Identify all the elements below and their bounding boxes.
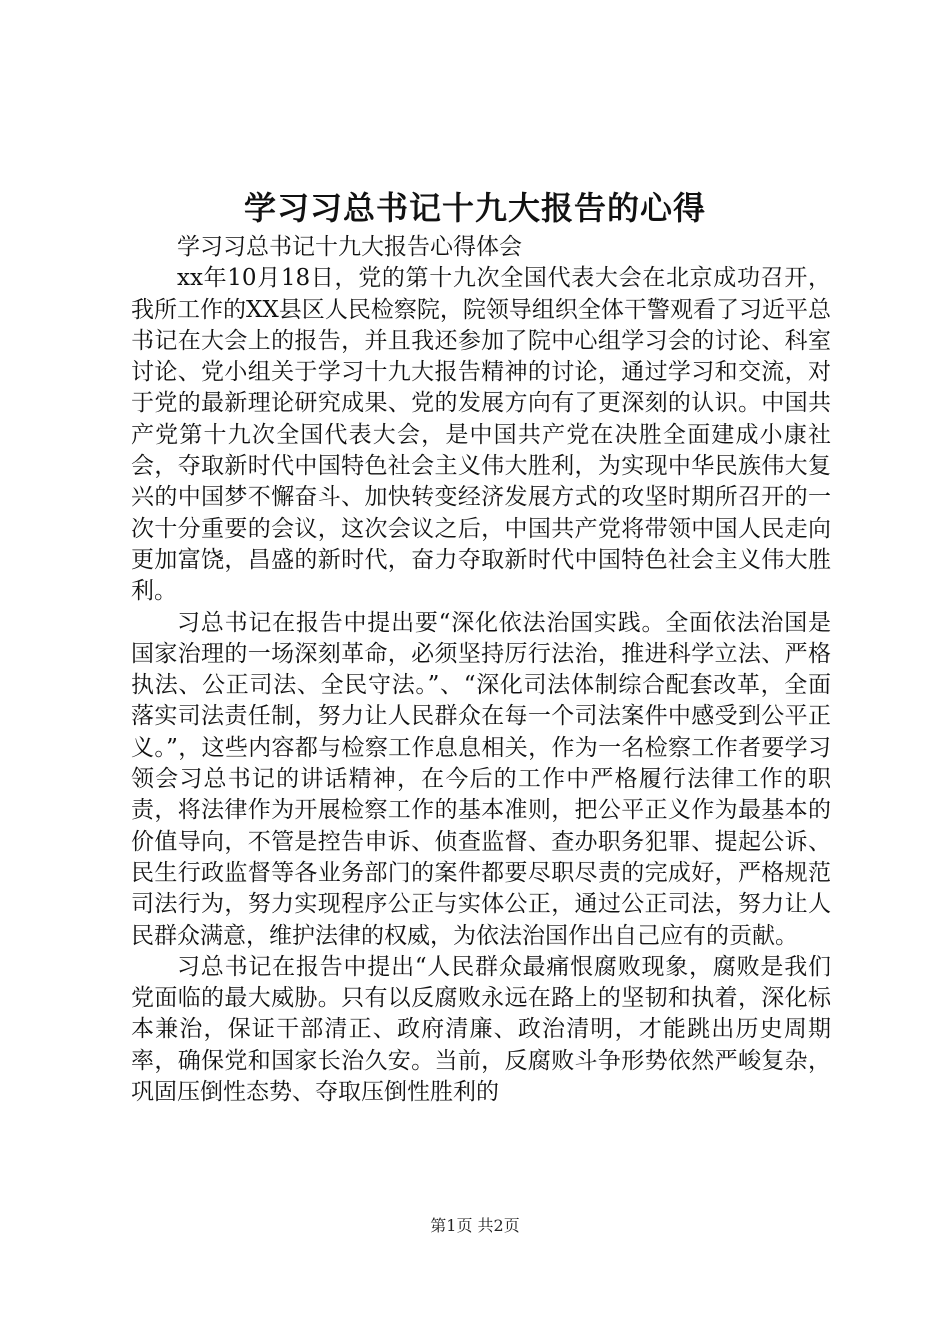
body-paragraph: 习总书记在报告中提出“人民群众最痛恨腐败现象，腐败是我们党面临的最大威胁。只有以反腐败永远在路上的坚韧和执着，深化标本兼治，保证干部清正、政府清廉、政治清明，才能跳出历史周期率，确保党和国家长治久安。当前，反腐败斗争形势依然严峻复杂，巩固压倒性态势、夺取压倒性胜利的 xyxy=(131,953,831,1106)
body-paragraph: 习总书记在报告中提出要“深化依法治国实践。全面依法治国是国家治理的一场深刻革命，必须坚持厉行法治，推进科学立法、严格执法、公正司法、全民守法。”、“深化司法体制综合配套改革，全面落实司法责任制，努力让人民群众在每一个司法案件中感受到公平正义。”，这些内容都与检察工作息息相关，作为一名检察工作者要学习领会习总书记的讲话精神，在今后的工作中严格履行法律工作的职责，将法律作为开展检察工作的基本准则，把公平正义作为最基本的价值导向，不管是控告申诉、侦查监督、查办职务犯罪、提起公诉、民生行政监督等各业务部门的案件都要尽职尽责的完成好，严格规范司法行为，努力实现程序公正与实体公正，通过公正司法，努力让人民群众满意，维护法律的权威，为依法治国作出自己应有的贡献。 xyxy=(131,609,831,949)
page-footer: 第1页 共2页 xyxy=(430,1216,520,1235)
document-body xyxy=(131,232,831,1108)
body-paragraph: xx年10月18日，党的第十九次全国代表大会在北京成功召开，我所工作的XX县区人民检察院，院领导组织全体干警观看了习近平总书记在大会上的报告，并且我还参加了院中心组学习会的讨论、科室讨论、党小组关于学习十九大报告精神的讨论，通过学习和交流，对于党的最新理论研究成果、党的发展方向有了更深刻的认识。中国共产党第十九次全国代表大会，是中国共产党在决胜全面建成小康社会，夺取新时代中国特色社会主义伟大胜利，为实现中华民族伟大复兴的中国梦不懈奋斗、加快转变经济发展方式的攻坚时期所召开的一次十分重要的会议，这次会议之后，中国共产党将带领中国人民走向更加富饶，昌盛的新时代，奋力夺取新时代中国特色社会主义伟大胜利。 xyxy=(131,265,831,605)
document-title: 学习习总书记十九大报告的心得 xyxy=(243,189,706,227)
subtitle-paragraph: 学习习总书记十九大报告心得体会 xyxy=(177,234,522,260)
